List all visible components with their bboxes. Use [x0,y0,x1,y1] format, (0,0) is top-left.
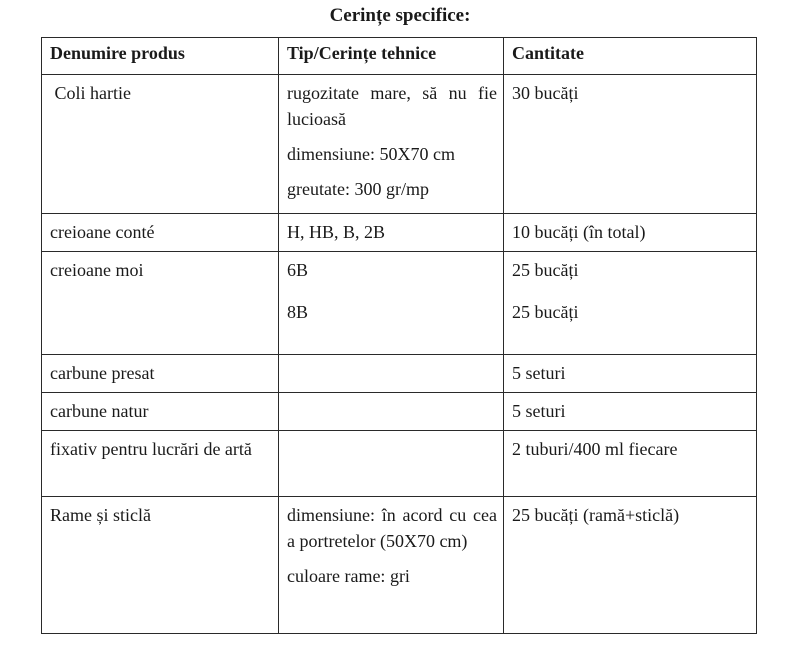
product-cell [42,214,279,252]
specs-cell [279,252,504,355]
table-row [42,214,757,252]
product-cell [42,393,279,431]
quantity-cell [504,431,757,497]
table-row [42,431,757,497]
specs-cell [279,431,504,497]
table-row [42,497,757,634]
document-title: Cerințe specifice: [329,5,471,26]
quantity-value: 25 bucăți [512,302,579,322]
product-cell [42,497,279,634]
spec-line: 6B [287,260,309,280]
specs-cell [279,393,504,431]
product-name: Coli hartie [50,83,131,103]
specs-cell [279,355,504,393]
product-name: creioane conté [50,222,155,242]
table-row [42,252,757,355]
quantity-value: 30 bucăți [512,83,579,103]
spec-line: culoare rame: gri [287,566,410,586]
table-header-row [42,38,757,75]
product-name: creioane moi [50,260,144,280]
quantity-value: 25 bucăți (ramă+sticlă) [512,505,680,525]
header-product-name: Denumire produs [42,38,279,75]
quantity-cell [504,75,757,214]
specs-cell [279,75,504,214]
table-row [42,355,757,393]
header-quantity: Cantitate [504,38,757,75]
quantity-value: 10 bucăți (în total) [512,222,646,242]
product-cell [42,75,279,214]
spec-line: greutate: 300 gr/mp [287,179,429,199]
spec-line: dimensiune: în acord cu cea a portretelor (50X70 cm) [287,505,497,551]
quantity-cell [504,393,757,431]
spec-line: dimensiune: 50X70 cm [287,144,455,164]
product-name: Rame și sticlă [50,505,151,525]
table-row [42,75,757,214]
product-name: carbune presat [50,363,155,383]
quantity-value: 5 seturi [512,401,566,421]
header-technical-requirements: Tip/Cerințe tehnice [279,38,504,75]
quantity-cell [504,497,757,634]
product-cell [42,355,279,393]
quantity-cell [504,252,757,355]
quantity-value: 2 tuburi/400 ml fiecare [512,439,678,459]
product-cell [42,431,279,497]
quantity-cell [504,355,757,393]
quantity-value: 5 seturi [512,363,566,383]
spec-line: 8B [287,302,309,322]
quantity-value: 25 bucăți [512,260,579,280]
specifications-table [41,37,757,634]
product-name: fixativ pentru lucrări de artă [50,439,252,459]
spec-line: H, HB, B, 2B [287,222,386,242]
specs-cell [279,214,504,252]
quantity-cell [504,214,757,252]
table-row [42,393,757,431]
product-name: carbune natur [50,401,149,421]
product-cell [42,252,279,355]
specs-cell [279,497,504,634]
spec-line: rugozitate mare, să nu fie lucioasă [287,83,497,129]
